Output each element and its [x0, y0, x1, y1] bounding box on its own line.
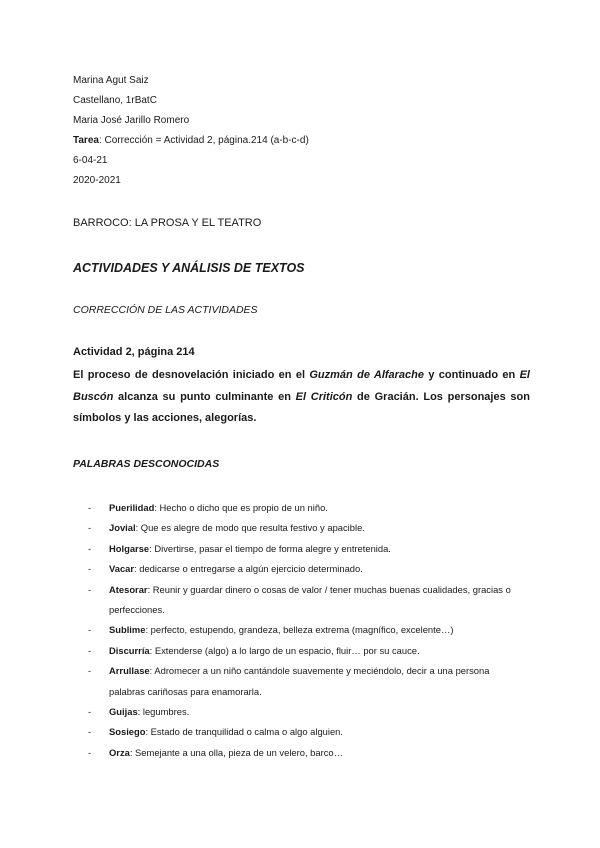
- activity-answer: [73, 365, 530, 430]
- vocabulary-definition: : Estado de tranquilidad o calma o algo alguien.: [145, 726, 343, 738]
- vocabulary-item: [88, 722, 528, 742]
- vocabulary-definition: : Reunir y guardar dinero o cosas de valor / tener muchas buenas cualidades, gracias o perfecciones.: [109, 583, 511, 616]
- vocabulary-definition: : Semejante a una olla, pieza de un velero, barco…: [129, 746, 343, 758]
- vocabulary-term: Jovial: [109, 522, 136, 534]
- answer-text: y continuado en: [424, 369, 520, 381]
- activity-title: Actividad 2, página 214: [73, 346, 195, 358]
- task-value: : Corrección = Actividad 2, página.214 (a-b-c-d): [98, 135, 309, 146]
- vocabulary-term: Sublime: [109, 624, 146, 636]
- vocabulary-term: Puerilidad: [109, 502, 155, 513]
- vocabulary-term: Atesorar: [109, 583, 148, 595]
- teacher-name: Maria José Jarillo Romero: [73, 115, 190, 126]
- vocabulary-definition: : legumbres.: [137, 706, 190, 718]
- section-title: BARROCO: LA PROSA Y EL TEATRO: [73, 217, 262, 229]
- vocabulary-definition: : Extenderse (algo) a lo largo de un espacio, fluir… por su cauce.: [149, 644, 420, 656]
- answer-text: de Gracián. Los personajes son símbolos y las acciones, alegorías.: [73, 390, 530, 424]
- unknown-words-heading: PALABRAS DESCONOCIDAS: [73, 458, 220, 470]
- vocabulary-list: [88, 498, 528, 763]
- document-header: [73, 71, 309, 191]
- bullet-dash: -: [88, 624, 92, 636]
- vocabulary-term: Vacar: [109, 563, 135, 575]
- bullet-dash: -: [88, 746, 92, 758]
- vocabulary-item: [88, 518, 528, 538]
- bullet-dash: -: [88, 502, 92, 513]
- task-label: Tarea: [73, 135, 99, 146]
- corrections-subheading: CORRECCIÓN DE LAS ACTIVIDADES: [73, 304, 258, 316]
- vocabulary-definition: : Hecho o dicho que es propio de un niño.: [154, 502, 328, 513]
- bullet-dash: -: [88, 522, 92, 534]
- bullet-dash: -: [88, 706, 92, 718]
- answer-text: alcanza su punto culminante en: [113, 390, 296, 403]
- book-title-guzman: Guzmán de Alfarache: [309, 369, 425, 381]
- student-name: Marina Agut Saiz: [73, 75, 149, 86]
- vocabulary-term: Holgarse: [109, 542, 150, 554]
- vocabulary-item: [88, 559, 528, 579]
- vocabulary-definition: : dedicarse o entregarse a algún ejercicio determinado.: [134, 563, 363, 575]
- vocabulary-item: [88, 641, 528, 661]
- bullet-dash: -: [88, 726, 92, 738]
- vocabulary-term: Discurría: [109, 644, 150, 656]
- date: 6-04-21: [73, 155, 108, 166]
- vocabulary-item: [88, 539, 528, 559]
- bullet-dash: -: [88, 583, 92, 595]
- vocabulary-term: Arrullase: [109, 665, 150, 677]
- bullet-dash: -: [88, 542, 92, 554]
- main-heading: ACTIVIDADES Y ANÁLISIS DE TEXTOS: [73, 261, 305, 275]
- course-name: Castellano, 1rBatC: [73, 95, 157, 106]
- vocabulary-item: [88, 620, 528, 640]
- school-year: 2020-2021: [73, 175, 121, 186]
- bullet-dash: -: [88, 563, 92, 575]
- answer-text: El proceso de desnovelación iniciado en el: [73, 369, 310, 381]
- task-line: [73, 131, 309, 151]
- bullet-dash: -: [88, 644, 92, 656]
- vocabulary-term: Orza: [109, 746, 130, 758]
- vocabulary-item: [88, 743, 528, 763]
- vocabulary-item: [88, 580, 528, 621]
- bullet-dash: -: [88, 665, 92, 677]
- vocabulary-term: Guijas: [109, 706, 138, 718]
- vocabulary-item: [88, 498, 528, 518]
- vocabulary-term: Sosiego: [109, 726, 146, 738]
- vocabulary-definition: : Divertirse, pasar el tiempo de forma alegre y entretenida.: [149, 542, 391, 554]
- vocabulary-definition: : perfecto, estupendo, grandeza, belleza extrema (magnífico, excelente…): [145, 624, 454, 636]
- book-title-buscon: El Buscón: [73, 369, 530, 403]
- vocabulary-definition: : Que es alegre de modo que resulta festivo y apacible.: [135, 522, 365, 534]
- book-title-criticon: El Criticón: [295, 390, 353, 403]
- vocabulary-item: [88, 702, 528, 722]
- vocabulary-definition: : Adromecer a un niño cantándole suavemente y meciéndolo, decir a una persona palabras cariñosas para enamorarla.: [109, 665, 490, 697]
- vocabulary-item: [88, 661, 528, 702]
